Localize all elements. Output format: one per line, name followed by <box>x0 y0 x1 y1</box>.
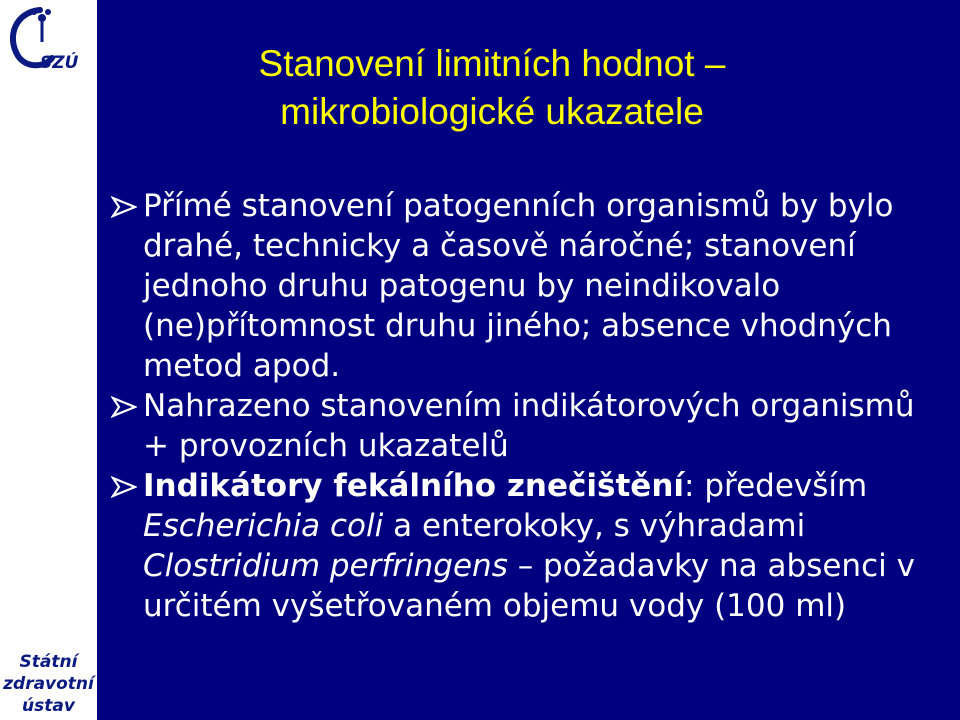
species-name: Escherichia coli <box>143 508 384 544</box>
bullet-list <box>97 186 927 626</box>
logo-text: SZÚ <box>40 53 79 73</box>
institute-line-1: Státní <box>19 652 78 672</box>
bullet-text: Nahrazeno stanovením indikátorových organismů + provozních ukazatelů <box>143 388 915 464</box>
arrow-bullet-icon <box>111 396 137 418</box>
bullet-bold-text: Indikátory fekálního znečištění <box>143 468 685 504</box>
bullet-item <box>97 186 927 386</box>
title-line-1: Stanovení limitních hodnot – <box>258 43 726 84</box>
bullet-text: Přímé stanovení patogenních organismů by bylo drahé, technicky a časově náročné; stanovení jednoho druhu patogenu by neindikovalo (ne)přítomnost druhu jiného; absence vhodných metod apod. <box>143 188 894 384</box>
arrow-bullet-icon <box>111 476 137 498</box>
institute-line-3: ústav <box>22 696 75 716</box>
bullet-text: a enterokoky, s výhradami <box>383 508 806 544</box>
sidebar <box>0 0 97 720</box>
bullet-colon: : <box>684 468 695 504</box>
institute-line-2: zdravotní <box>3 674 94 694</box>
slide-title <box>97 40 887 136</box>
bullet-text: především <box>694 468 868 504</box>
bullet-item <box>97 386 927 466</box>
szu-logo-icon <box>2 2 92 74</box>
institute-name <box>0 651 97 717</box>
slide-content <box>97 0 960 720</box>
arrow-bullet-icon <box>111 196 137 218</box>
bullet-text: – požadavky na absenci v určitém vyšetřovaném objemu vody (100 ml) <box>143 548 915 624</box>
species-name: Clostridium perfringens <box>143 548 508 584</box>
title-line-2: mikrobiologické ukazatele <box>280 91 704 132</box>
bullet-item <box>97 466 927 626</box>
